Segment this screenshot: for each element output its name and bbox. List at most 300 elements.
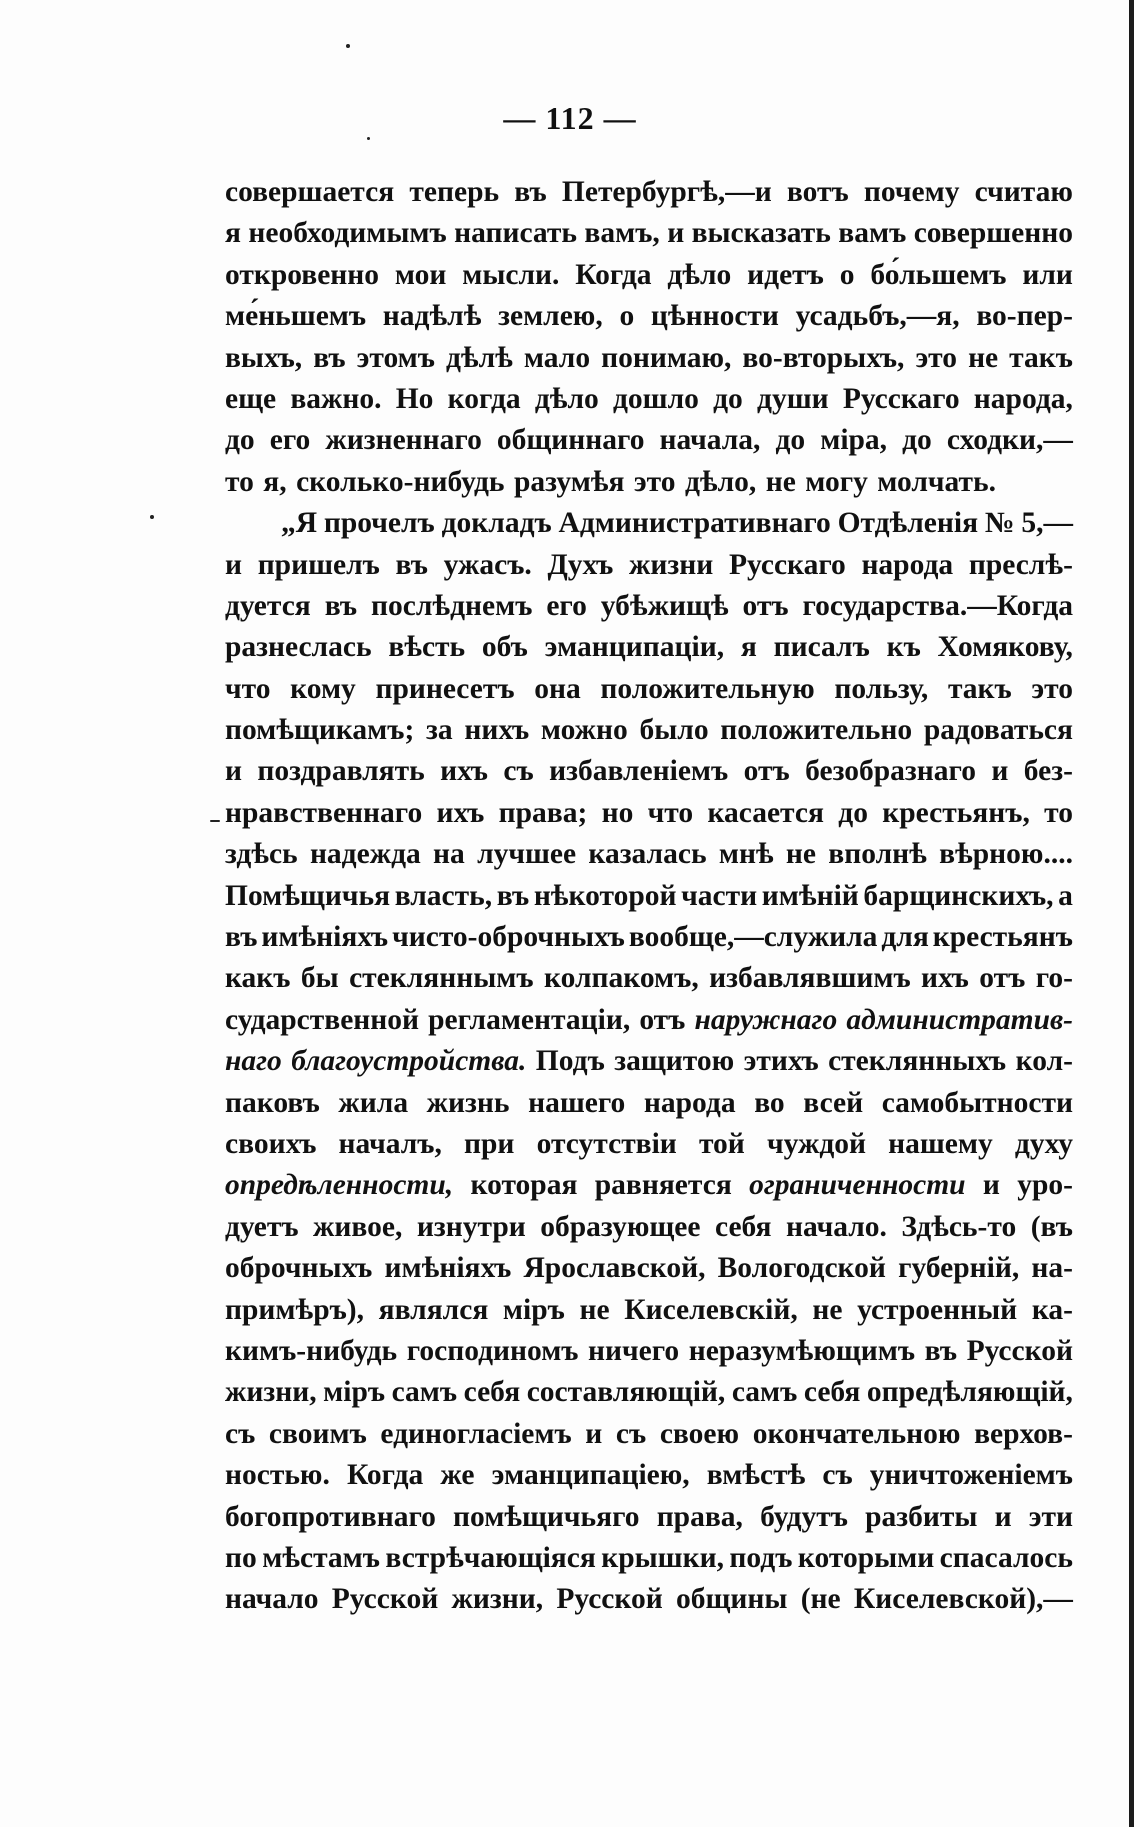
- text-line: [225, 834, 1073, 875]
- word: стеклянныхъ: [828, 1045, 1007, 1078]
- word: до: [838, 796, 868, 829]
- word: я: [225, 217, 241, 250]
- word: поздравлять: [257, 755, 425, 788]
- word: объ: [481, 631, 528, 664]
- word: необходимымъ: [248, 217, 447, 250]
- word: во: [754, 1086, 785, 1119]
- word: не: [765, 465, 796, 498]
- word: вотъ: [786, 176, 849, 208]
- word: неразумѣющимъ: [688, 1334, 916, 1367]
- word: дошло: [613, 382, 699, 415]
- word: нравственнаго: [225, 796, 423, 829]
- word: уничтоженіемъ: [869, 1459, 1073, 1492]
- text-line: [225, 586, 1073, 627]
- word: самъ: [731, 1376, 798, 1409]
- word: надежда: [309, 838, 421, 871]
- word: до: [713, 382, 743, 415]
- word: не: [812, 1293, 843, 1326]
- word: окончательною: [752, 1417, 961, 1450]
- word: помѣщичьяго: [453, 1500, 640, 1533]
- word: крышки,: [601, 1541, 724, 1574]
- scan-speck: [367, 137, 370, 140]
- word: міръ: [502, 1293, 565, 1326]
- word: сходки,—: [946, 424, 1073, 457]
- word: его: [269, 424, 311, 457]
- word: колпакомъ,: [543, 962, 699, 995]
- word: совершенно: [913, 217, 1073, 250]
- word: себя: [714, 1210, 772, 1243]
- word: какъ: [225, 962, 291, 995]
- word: касается: [707, 796, 824, 829]
- text-line: [225, 1290, 1073, 1331]
- word: Русской: [331, 1583, 439, 1616]
- word: имѣній: [761, 879, 859, 912]
- word: Когда: [575, 258, 652, 291]
- word: отъ: [742, 589, 789, 622]
- word: о: [839, 258, 855, 291]
- word: съ: [822, 1459, 853, 1492]
- word: ихъ: [440, 755, 488, 788]
- word: и: [585, 1417, 603, 1450]
- word: до: [775, 424, 806, 457]
- text-line: [225, 296, 1073, 337]
- text-line: [225, 213, 1073, 254]
- text-line: [225, 1083, 1073, 1124]
- word: бы: [300, 962, 339, 995]
- word: то: [1044, 796, 1073, 829]
- word: дѣлѣ: [445, 341, 513, 374]
- word: вамъ,: [584, 217, 660, 250]
- word: которыми: [797, 1541, 935, 1574]
- word: вѣрною....: [939, 838, 1073, 871]
- text-line: [225, 1248, 1073, 1289]
- word: благоустройства.: [291, 1045, 527, 1078]
- word: этомъ: [356, 341, 435, 374]
- word: кол-: [1015, 1045, 1073, 1078]
- word: начало.: [786, 1210, 887, 1243]
- word: крестьянъ,: [882, 796, 1030, 829]
- word: общины: [676, 1583, 788, 1616]
- word: убѣжищѣ: [600, 589, 729, 622]
- word: прочелъ: [323, 507, 435, 540]
- text-line: [225, 1331, 1073, 1372]
- word: своею: [659, 1417, 740, 1450]
- word: за: [426, 714, 453, 747]
- word: Подъ: [535, 1045, 605, 1078]
- word: при: [464, 1127, 515, 1160]
- word: это: [915, 341, 958, 374]
- text-line: [225, 1372, 1073, 1413]
- text-line: [225, 462, 1073, 503]
- word: Духъ: [547, 548, 614, 581]
- word: (не: [800, 1583, 841, 1616]
- word: уро-: [1017, 1169, 1073, 1202]
- word: можно: [540, 714, 628, 747]
- word: положительно: [720, 714, 913, 747]
- text-line: [225, 669, 1073, 710]
- word: ихъ: [436, 796, 485, 829]
- page-edge-shadow: [1129, 0, 1134, 1827]
- word: народа: [643, 1086, 736, 1119]
- word: губерній,: [898, 1252, 1020, 1285]
- word: богопротивнаго: [225, 1500, 436, 1533]
- word: по: [225, 1541, 257, 1574]
- word: въ: [514, 176, 547, 208]
- text-line: [225, 338, 1073, 379]
- word: единогласіемъ: [380, 1417, 572, 1450]
- word: отъ: [979, 962, 1026, 995]
- word: жизни,: [225, 1376, 317, 1409]
- word: составляющій,: [526, 1376, 726, 1409]
- word: жизненнаго: [325, 424, 482, 457]
- text-line: [225, 420, 1073, 461]
- word: въ: [924, 1334, 958, 1367]
- word: ме́ньшемъ: [225, 300, 367, 333]
- word: начала,: [659, 424, 761, 457]
- word: народа,: [973, 382, 1073, 415]
- word: „Я: [281, 507, 318, 540]
- word: образующее: [540, 1210, 701, 1243]
- word: же: [440, 1459, 475, 1492]
- word: что: [225, 672, 271, 705]
- word: въ: [496, 879, 530, 912]
- text-line: [225, 793, 1073, 834]
- word: лучшее: [477, 838, 577, 871]
- word: докладъ: [441, 507, 552, 540]
- word: Но: [395, 382, 434, 415]
- word: то: [225, 465, 254, 498]
- word: дѣло: [534, 382, 599, 415]
- word: не: [579, 1293, 610, 1326]
- word: 5,—: [1021, 507, 1073, 540]
- text-line: [225, 1497, 1073, 1538]
- word: сколько-нибудь: [296, 465, 505, 498]
- word: это: [633, 465, 676, 498]
- word: наго: [225, 1045, 282, 1078]
- word: подъ: [729, 1541, 793, 1574]
- word: административ-: [846, 1003, 1073, 1036]
- word: теперь: [409, 176, 500, 208]
- word: наружнаго: [694, 1003, 838, 1036]
- word: почему: [863, 176, 960, 208]
- word: надѣлѣ: [382, 300, 482, 333]
- word: эманципаціею,: [491, 1459, 690, 1492]
- word: въ: [225, 921, 258, 954]
- word: Русскаго: [842, 382, 960, 415]
- word: совершается: [225, 176, 395, 208]
- word: написать: [454, 217, 578, 250]
- word: Хомякову,: [937, 631, 1073, 664]
- word: на: [433, 838, 465, 871]
- word: Когда: [346, 1459, 424, 1492]
- word: равняется: [594, 1169, 732, 1202]
- text-line: [225, 876, 1073, 917]
- word: Вологодской: [717, 1252, 886, 1285]
- word: №: [984, 507, 1015, 540]
- word: вполнѣ: [828, 838, 927, 871]
- word: ужасъ.: [443, 548, 532, 581]
- word: его: [546, 589, 587, 622]
- text-line: [225, 751, 1073, 792]
- word: имѣніяхъ: [261, 921, 389, 954]
- text-line: [225, 1414, 1073, 1455]
- word: эманципаціи,: [544, 631, 725, 664]
- text-line: [225, 1000, 1073, 1041]
- word: цѣнности: [650, 300, 779, 333]
- word: этихъ: [743, 1045, 819, 1078]
- text-line: [225, 1455, 1073, 1496]
- word: избавлявшимъ: [709, 962, 911, 995]
- body-text: [225, 172, 1073, 1621]
- word: въ: [324, 589, 358, 622]
- text-line: [225, 255, 1073, 296]
- word: до: [225, 424, 255, 457]
- word: жизни,: [451, 1583, 544, 1616]
- word: для: [881, 921, 929, 954]
- word: казалась: [588, 838, 707, 871]
- scan-speck: [150, 515, 154, 519]
- word: ихъ: [921, 962, 969, 995]
- text-line: [225, 379, 1073, 420]
- word: народа: [861, 548, 954, 581]
- text-line: [225, 1124, 1073, 1165]
- word: идетъ: [747, 258, 824, 291]
- word: пришелъ: [257, 548, 380, 581]
- text-line: [225, 710, 1073, 751]
- word: и: [982, 1169, 1000, 1202]
- word: примѣръ),: [225, 1293, 365, 1326]
- word: вѣсть: [388, 631, 466, 664]
- word: изнутри: [416, 1210, 526, 1243]
- word: нѣкоторой: [533, 879, 677, 912]
- word: имѣніяхъ: [384, 1252, 512, 1285]
- word: Русскаго: [728, 548, 846, 581]
- word: живое,: [313, 1210, 403, 1243]
- word: самобытности: [881, 1086, 1073, 1119]
- word: на-: [1031, 1252, 1073, 1285]
- word: землею,: [498, 300, 603, 333]
- text-line: [225, 627, 1073, 668]
- word: выхъ,: [225, 341, 303, 374]
- word: части: [681, 879, 758, 912]
- word: себя: [463, 1376, 521, 1409]
- word: стекляннымъ: [349, 962, 534, 995]
- word: къ: [886, 631, 921, 664]
- text-line: [225, 503, 1073, 544]
- word: духу: [1014, 1127, 1073, 1160]
- word: послѣднемъ: [371, 589, 533, 622]
- word: чисто-оброчныхъ: [392, 921, 625, 954]
- word: и: [225, 548, 242, 581]
- word: вмѣстѣ: [706, 1459, 806, 1492]
- word: бо́льшемъ: [870, 258, 1007, 291]
- word: власть,: [394, 879, 493, 912]
- word: ностью.: [225, 1459, 330, 1492]
- word: нашему: [888, 1127, 993, 1160]
- word: началъ,: [338, 1127, 442, 1160]
- word: во-вторыхъ,: [742, 341, 905, 374]
- word: защитою: [614, 1045, 735, 1078]
- word: общиннаго: [496, 424, 645, 457]
- word: Киселевскій,: [624, 1293, 798, 1326]
- word: это: [1031, 672, 1073, 705]
- word: (въ: [1030, 1210, 1073, 1243]
- word: она: [534, 672, 581, 705]
- word: радоваться: [923, 714, 1073, 747]
- word: молчать.: [877, 465, 996, 498]
- word: и: [994, 1500, 1012, 1533]
- word: ничего: [588, 1334, 680, 1367]
- word: вообще,—служила: [628, 921, 878, 954]
- word: Административнаго: [558, 507, 831, 540]
- word: дуется: [225, 589, 311, 622]
- word: кимъ-нибудь: [225, 1334, 398, 1367]
- word: откровенно: [225, 258, 380, 291]
- word: отъ: [639, 1003, 686, 1036]
- word: писалъ: [773, 631, 870, 664]
- word: начало: [225, 1583, 319, 1616]
- word: отъ: [743, 755, 790, 788]
- word: я,: [263, 465, 287, 498]
- word: мѣстамъ: [262, 1541, 380, 1574]
- word: могу: [805, 465, 868, 498]
- word: и: [667, 217, 685, 250]
- word: Отдѣленія: [837, 507, 979, 540]
- word: нашего: [528, 1086, 626, 1119]
- word: оброчныхъ: [225, 1252, 373, 1285]
- word: эти: [1028, 1500, 1073, 1533]
- word: во-пер-: [976, 300, 1073, 333]
- word: не: [785, 838, 817, 871]
- word: считаю: [974, 176, 1073, 208]
- word: жизнь: [426, 1086, 510, 1119]
- word: здѣсь: [225, 838, 298, 871]
- word: регламентаціи,: [428, 1003, 631, 1036]
- word: понимаю,: [601, 341, 732, 374]
- word: безобразнаго: [805, 755, 976, 788]
- word: будутъ: [760, 1500, 848, 1533]
- scan-speck: [210, 820, 220, 822]
- word: своимъ: [268, 1417, 367, 1450]
- text-line: [225, 545, 1073, 586]
- word: сударственной: [225, 1003, 420, 1036]
- word: чуждой: [766, 1127, 867, 1160]
- word: души: [757, 382, 829, 415]
- word: такъ: [1009, 341, 1073, 374]
- word: и: [225, 755, 242, 788]
- word: такъ: [947, 672, 1012, 705]
- word: мысли.: [462, 258, 560, 291]
- word: избавленіемъ: [549, 755, 729, 788]
- word: вамъ: [838, 217, 907, 250]
- word: важно.: [290, 382, 382, 415]
- word: съ: [503, 755, 534, 788]
- word: Русской: [556, 1583, 663, 1616]
- word: мало: [523, 341, 591, 374]
- word: Русской: [966, 1334, 1073, 1367]
- word: права;: [498, 796, 588, 829]
- word: верхов-: [974, 1417, 1073, 1450]
- word: еще: [225, 382, 277, 415]
- word: принесетъ: [375, 672, 515, 705]
- word: являлся: [378, 1293, 489, 1326]
- word: не: [968, 341, 999, 374]
- word: спасалось: [939, 1541, 1073, 1574]
- scan-speck: [346, 44, 350, 48]
- word: жизни: [629, 548, 714, 581]
- word: разнеслась: [225, 631, 372, 664]
- word: или: [1022, 258, 1073, 291]
- word: о: [619, 300, 635, 333]
- word: устроенный: [857, 1293, 1018, 1326]
- word: міра,: [820, 424, 888, 457]
- word: Петербургѣ,—и: [561, 176, 772, 208]
- word: усадьбъ,—я,: [795, 300, 960, 333]
- word: мнѣ: [718, 838, 774, 871]
- word: дѣло: [667, 258, 732, 291]
- word: той: [698, 1127, 745, 1160]
- word: до: [902, 424, 932, 457]
- word: которая: [470, 1169, 578, 1202]
- word: помѣщикамъ;: [225, 714, 415, 747]
- word: но: [601, 796, 634, 829]
- word: самъ: [391, 1376, 458, 1409]
- word: въ: [395, 548, 428, 581]
- word: и: [991, 755, 1009, 788]
- word: когда: [447, 382, 521, 415]
- text-line: [225, 917, 1073, 958]
- word: съ: [615, 1417, 647, 1450]
- word: опредѣленности,: [225, 1169, 454, 1202]
- word: го-: [1035, 962, 1073, 995]
- word: высказать: [691, 217, 831, 250]
- text-line: [225, 1165, 1073, 1206]
- word: встрѣчающіяся: [385, 1541, 596, 1574]
- word: себя: [803, 1376, 861, 1409]
- word: кому: [290, 672, 356, 705]
- word: преслѣ-: [968, 548, 1073, 581]
- word: без-: [1023, 755, 1073, 788]
- word: было: [639, 714, 709, 747]
- word: дѣло,: [684, 465, 757, 498]
- word: въ: [313, 341, 346, 374]
- word: ограниченности: [749, 1169, 966, 1202]
- word: съ: [225, 1417, 256, 1450]
- word: жила: [338, 1086, 409, 1119]
- word: мои: [394, 258, 447, 291]
- word: крестьянъ: [932, 921, 1073, 954]
- word: барщинскихъ,: [863, 879, 1054, 912]
- word: государства.—Когда: [802, 589, 1073, 622]
- word: паковъ: [225, 1086, 320, 1119]
- word: Здѣсь-то: [901, 1210, 1017, 1243]
- word: опредѣляющій,: [866, 1376, 1073, 1409]
- word: дуетъ: [225, 1210, 299, 1243]
- word: нихъ: [464, 714, 530, 747]
- word: отсутствіи: [536, 1127, 677, 1160]
- word: что: [647, 796, 694, 829]
- word: всей: [803, 1086, 864, 1119]
- word: міръ: [323, 1376, 386, 1409]
- word: а: [1058, 879, 1073, 912]
- word: я: [740, 631, 757, 664]
- text-line: [225, 1207, 1073, 1248]
- text-line: [225, 1579, 1073, 1620]
- word: Ярославской,: [523, 1252, 706, 1285]
- word: положительную: [600, 672, 815, 705]
- text-line: [225, 1041, 1073, 1082]
- text-line: [225, 958, 1073, 999]
